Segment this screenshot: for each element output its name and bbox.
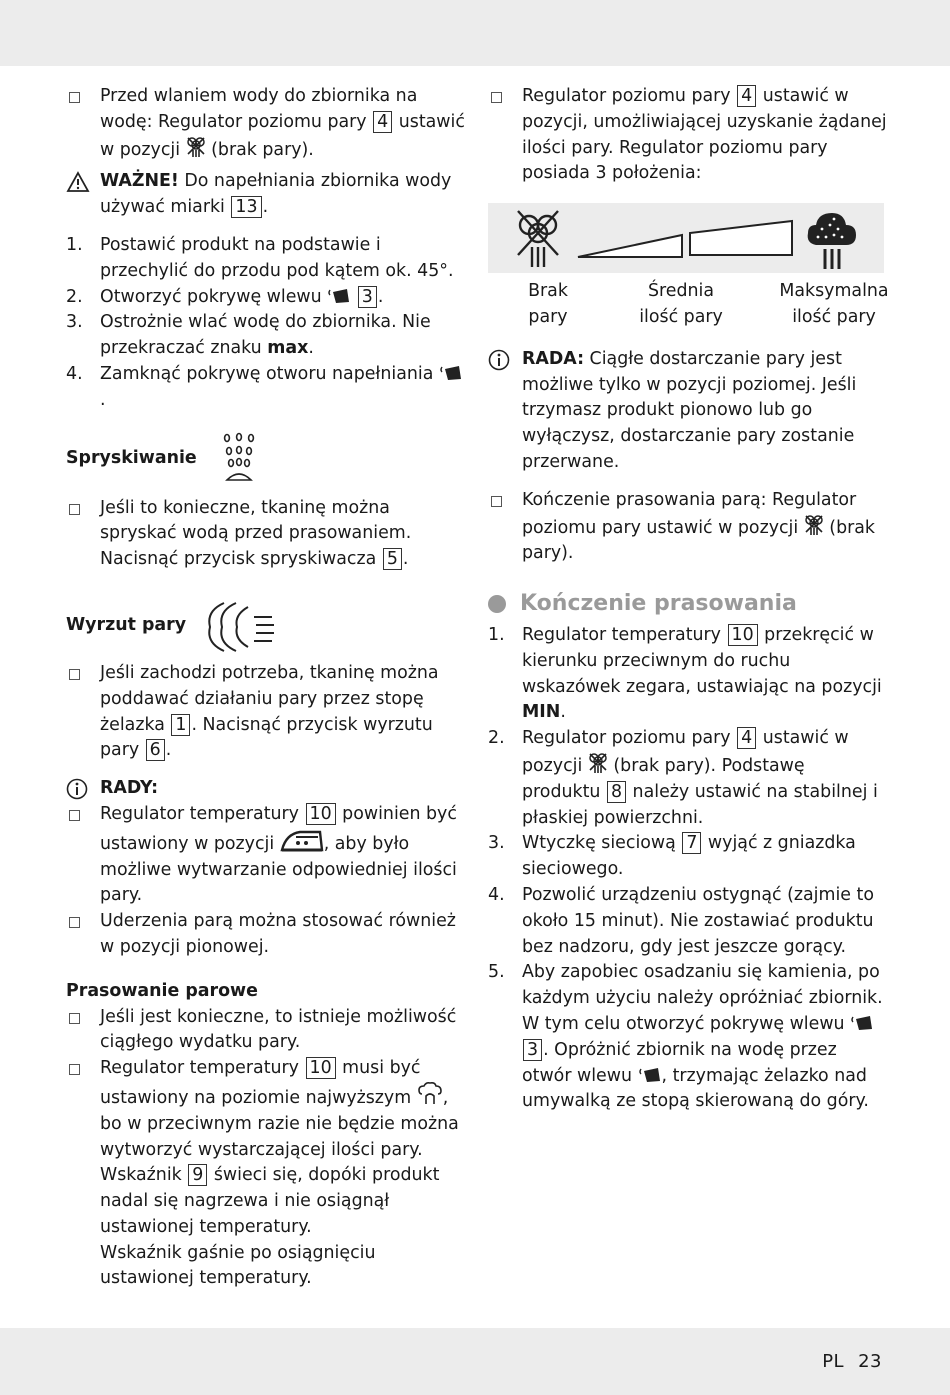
checkbox-bullet [69,810,80,821]
ref-number: 6 [146,739,165,761]
fill-lid-icon [439,364,463,382]
ref-number: 10 [306,803,336,825]
no-steam-icon [804,514,824,536]
spray-item: Jeśli to konieczne, tkaninę można spryskać wodą przed prasowaniem. Nacisnąć przycisk spryskiwacza 5 . [66,496,466,573]
level-label-max: Maksymalna ilość pary [779,281,889,327]
step-item: 2. Regulator poziomu pary 4 ustawić w pozycji (brak pary). Podstawę produktu 8 należy ustawić na stabilnej i płaskiej powierzchni. [488,728,878,828]
medium-steam-wedge [576,231,686,261]
ref-number: 10 [728,624,758,646]
burst-heading: Wyrzut pary [66,597,466,655]
steam-iron-heading: Prasowanie parowe [66,980,258,1001]
language-code: PL [822,1351,845,1372]
section-bullet-dot [488,595,506,613]
level-label-none: Brak pary [528,281,568,327]
checkbox-bullet [69,504,80,515]
tips-heading: RADY: [66,776,466,802]
page-footer [822,1349,882,1375]
ref-number: 3 [523,1039,542,1061]
checkbox-bullet [69,669,80,680]
ref-number: 4 [737,85,756,107]
step-item: 4. Zamknąć pokrywę otworu napełniania . [66,362,466,414]
level-label-medium: Średnia ilość pary [639,281,723,327]
steam-iron-item: Regulator temperatury 10 musi być ustawiony na poziomie najwyższym , bo w przeciwnym razie nie będzie można wytworzyć wystarczającej ilości pary. Wskaźnik 9 świeci się, dopóki produkt nadal się nagrzewa i nie osiągnął ustawionej temperatury. Wskaźnik gaśnie po osiągnięciu ustawionej temperatury. [66,1056,466,1292]
iron-two-dots-icon [280,828,324,852]
steam-iron-item: Jeśli jest konieczne, to istnieje możliwość ciągłego wydatku pary. [66,1005,466,1057]
page-number: 23 [858,1351,882,1372]
step-item: 3. Wtyczkę sieciową 7 wyjąć z gniazdka sieciowego. [488,833,856,880]
checkbox-bullet [491,92,502,103]
tip-item: Uderzenia parą można stosować również w pozycji pionowej. [66,909,466,961]
no-steam-icon [186,136,206,158]
end-steam-item: Kończenie prasowania parą: Regulator poziomu pary ustawić w pozycji (brak pary). [488,488,888,567]
step-item: 1. Regulator temperatury 10 przekręcić w kierunku przeciwnym do ruchu wskazówek zegara, ustawiając na pozycji MIN. [488,624,882,723]
warning-icon [66,171,90,193]
ref-number: 3 [358,286,377,308]
steam-burst-icon [202,597,282,655]
fill-lid-icon [850,1014,874,1032]
ref-number: 5 [383,548,402,570]
steam-level-labels [488,279,889,331]
tip-item: Regulator temperatury 10 powinien być ustawiony w pozycji , aby było możliwe wytwarzanie odpowiedniej ilości pary. [66,802,466,909]
checkbox-bullet [69,92,80,103]
section-title: Kończenie prasowania [488,591,888,617]
left-column [66,82,466,1292]
ref-number: 8 [607,781,626,803]
regulator-item: Regulator poziomu pary 4 ustawić w pozycji, umożliwiającej uzyskanie żądanej ilości pary. Regulator poziomu pary posiada 3 położenia: [488,84,888,187]
no-steam-large-icon [512,207,568,273]
fill-steps [66,233,466,414]
ref-number: 4 [373,111,392,133]
ref-number: 1 [171,714,190,736]
step-item: 3. Ostrożnie wlać wodę do zbiornika. Nie przekraczać znaku max. [66,312,431,359]
bottom-bar [0,1328,950,1395]
ref-number: 9 [188,1164,207,1186]
burst-item: Jeśli zachodzi potrzeba, tkaninę można poddawać działaniu pary przez stopę żelazka 1 . Nacisnąć przycisk wyrzutu pary 6 . [66,661,466,764]
step-item: 4. Pozwolić urządzeniu ostygnąć (zajmie to około 15 minut). Nie zostawiać produktu bez nadzoru, gdy jest jeszcze gorący. [488,884,874,957]
step-item: 2. Otworzyć pokrywę wlewu 3 . [66,286,384,307]
max-steam-large-icon [804,207,860,273]
ref-number: 10 [306,1057,336,1079]
info-icon [488,348,512,372]
checkbox-bullet [69,1013,80,1024]
warning-item: WAŻNE! Do napełniania zbiornika wody używać miarki 13 . [66,169,466,221]
fill-lid-icon [327,287,351,305]
info-icon [66,777,90,801]
max-steam-icon [417,1082,443,1106]
tip-block: RADA: Ciągłe dostarczanie pary jest możliwe tylko w pozycji poziomej. Jeśli trzymasz produkt pionowo lub go wyłączysz, dostarczanie pary zostanie przerwane. [488,347,888,476]
top-bar [0,0,950,66]
finish-steps [488,623,888,1115]
step-item: 1. Postawić produkt na podstawie i przechylić do przodu pod kątem ok. 45°. [66,234,454,281]
checkbox-bullet [69,1064,80,1075]
spray-heading: Spryskiwanie [66,432,466,486]
intro-item: Przed wlaniem wody do zbiornika na wodę: Regulator poziomu pary 4 ustawić w pozycji (brak pary). [66,84,466,163]
checkbox-bullet [491,496,502,507]
steam-levels-strip [488,203,884,273]
ref-number: 7 [682,832,701,854]
spray-icon [219,432,259,486]
fill-lid-icon [638,1066,662,1084]
ref-number: 4 [737,727,756,749]
ref-number: 13 [231,196,261,218]
right-column [488,84,888,1115]
max-steam-wedge [686,219,796,259]
no-steam-icon [588,752,608,774]
checkbox-bullet [69,917,80,928]
step-item: 5. Aby zapobiec osadzaniu się kamienia, po każdym użyciu należy opróżniać zbiornik. W tym celu otworzyć pokrywę wlewu 3 . Opróżnić zbiornik na wodę przez otwór wlewu , trzymając żelazko nad umywalką ze stopą skierowaną do góry. [488,962,883,1112]
